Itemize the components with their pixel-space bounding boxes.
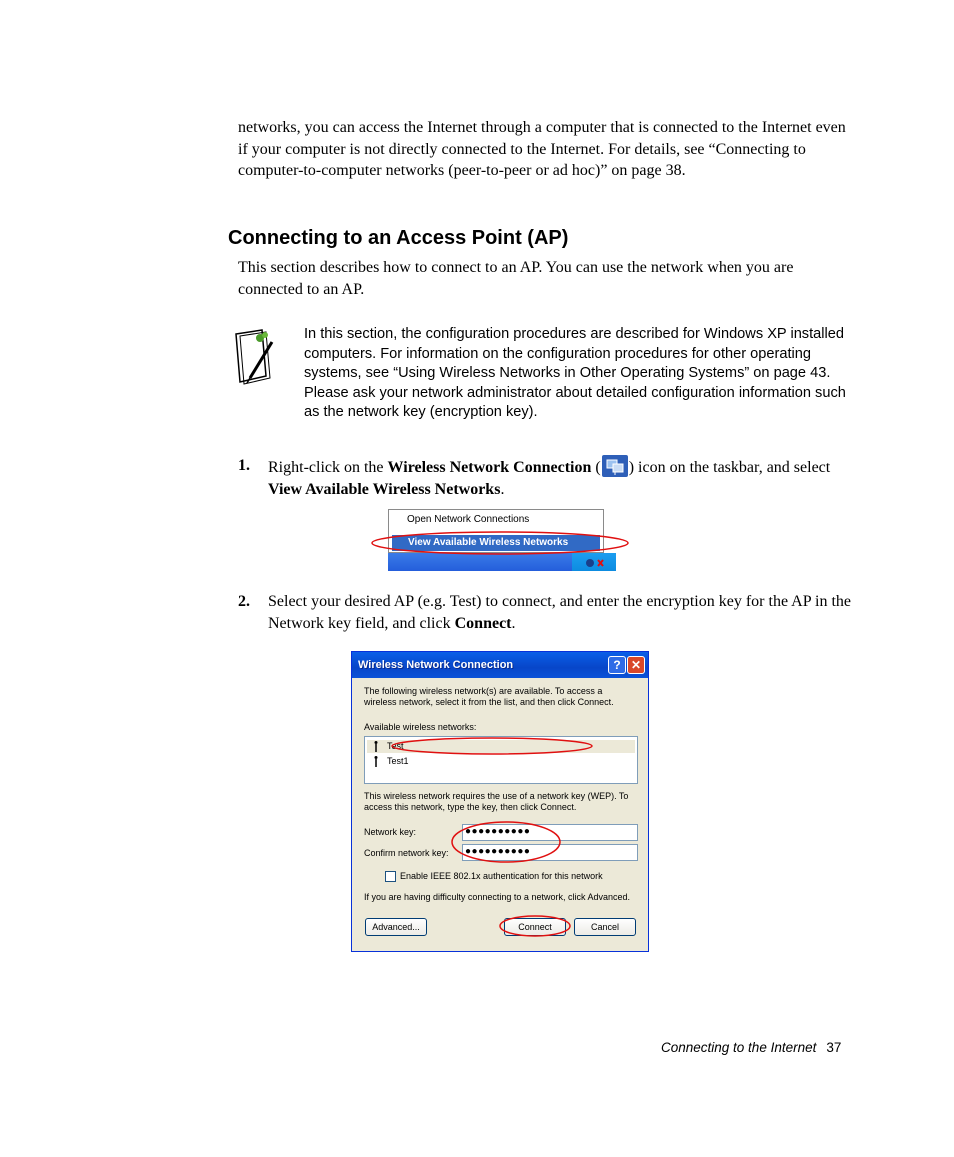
step-text: . xyxy=(500,480,505,498)
network-key-label: Network key: xyxy=(364,827,417,837)
troubleshoot-text: If you are having difficulty connecting to a network, click Advanced. xyxy=(364,892,630,902)
footer-title: Connecting to the Internet xyxy=(661,1040,817,1055)
section-heading: Connecting to an Access Point (AP) xyxy=(228,227,569,249)
step-text: ( xyxy=(591,459,601,476)
available-networks-label: Available wireless networks: xyxy=(364,722,477,732)
dialog-intro-text: The following wireless network(s) are available. To access a wireless network, select it from the list, and then click Connect. xyxy=(364,686,614,707)
confirm-network-key-label: Confirm network key: xyxy=(364,848,449,858)
step-text: Right-click on the xyxy=(268,459,388,476)
step-1 xyxy=(238,455,858,500)
network-name: Test1 xyxy=(387,756,409,766)
highlight-ellipse xyxy=(369,530,633,558)
page-footer xyxy=(661,1040,841,1055)
note-text: In this section, the configuration procedures are described for Windows XP installed computers. For information on the configuration procedures for other operating systems, see “Using Wireless Networks in Other Operating Systems” on page 43. Please ask your network administrator about detailed configuration information such as the network key (encryption key). xyxy=(304,326,846,421)
highlight-ellipse-test xyxy=(392,738,592,754)
step-text: . xyxy=(511,614,516,632)
step-bold: Wireless Network Connection xyxy=(387,459,592,476)
wep-requirement-text: This wireless network requires the use of a network key (WEP). To access this network, type the key, then click Connect. xyxy=(364,791,629,812)
highlight-ellipse-keys xyxy=(452,822,560,862)
step-number: 1. xyxy=(238,457,250,474)
menu-item-open-network-connections[interactable]: Open Network Connections xyxy=(407,514,530,525)
step-bold: Connect xyxy=(454,614,512,632)
dialog-title: Wireless Network Connection xyxy=(358,659,514,671)
step-number: 2. xyxy=(238,593,250,610)
note-pencil-icon xyxy=(232,326,280,388)
intro-paragraph: networks, you can access the Internet through a computer that is connected to the Internet even if your computer is not directly connected to the Internet. For details, see “Connecting to computer-to-computer networks (peer-to-peer or ad hoc)” on page 38. xyxy=(238,119,846,179)
wireless-network-connection-dialog xyxy=(351,651,649,952)
confirm-network-key-field[interactable]: ●●●●●●●●●● xyxy=(462,844,638,861)
context-menu-screenshot xyxy=(388,509,616,571)
step-body xyxy=(268,591,858,634)
connect-button[interactable]: Connect xyxy=(504,918,566,936)
highlight-overlay xyxy=(352,652,648,951)
wireless-network-icon xyxy=(602,455,628,477)
page-number: 37 xyxy=(826,1040,842,1055)
step-text: Select your desired AP (e.g. Test) to connect, and enter the encryption key for the AP in the Network key field, and click xyxy=(268,593,852,632)
ieee-8021x-label: Enable IEEE 802.1x authentication for this network xyxy=(400,871,603,881)
network-key-field[interactable]: ●●●●●●●●●● xyxy=(462,824,638,841)
highlight-ellipse-connect xyxy=(500,916,570,936)
cancel-button[interactable]: Cancel xyxy=(574,918,636,936)
step-bold: View Available Wireless Networks xyxy=(268,480,501,498)
section-description: This section describes how to connect to an AP. You can use the network when you are connected to an AP. xyxy=(238,259,794,298)
help-icon[interactable]: ? xyxy=(608,656,626,674)
advanced-button[interactable]: Advanced... xyxy=(365,918,427,936)
network-name: Test xyxy=(387,741,404,751)
step-text: ) icon on the taskbar, and select xyxy=(628,459,831,476)
close-icon[interactable]: ✕ xyxy=(627,656,645,674)
menu-item-view-available-wireless-networks[interactable]: View Available Wireless Networks xyxy=(392,535,600,551)
step-2 xyxy=(238,591,858,634)
step-body xyxy=(268,455,858,500)
